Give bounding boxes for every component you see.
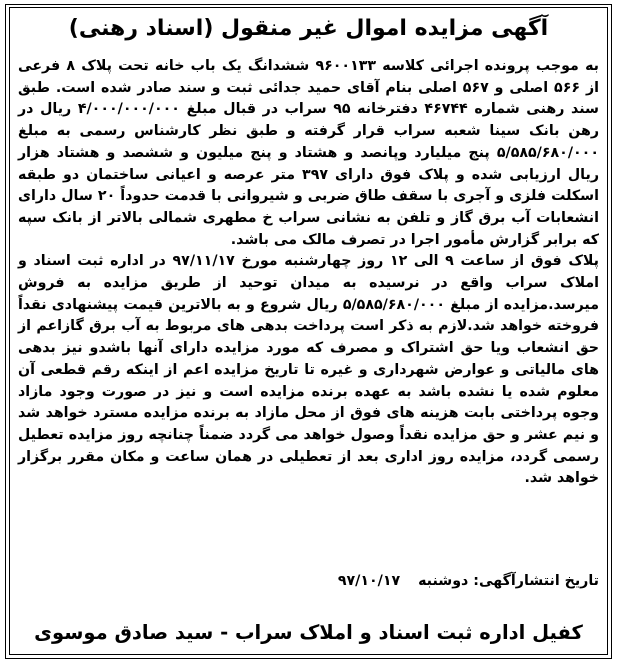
notice-paragraph-2: پلاک فوق از ساعت ۹ الی ۱۲ روز چهارشنبه مورخ ۹۷/۱۱/۱۷ در اداره ثبت اسناد و املاک سراب واقع در نرسیده به میدان توحید از طریق مزایده به فروش میرسد.مزایده از مبلغ ۵/۵۸۵/۶۸۰/۰۰۰ ریال شروع و به بالاترین قیمت پیشنهادی نقداً فروخته خواهد شد.لازم به ذکر است پرداخت بدهی های مربوط به آب برق گازاعم از حق انشعاب ویا حق اشتراک و مصرف که مورد مزایده دارای آنها باشدو نیز بدهی های مالیاتی و عوارض شهرداری و غیره تا تاریخ مزایده اعم از اینکه رقم قطعی آن معلوم شده یا نشده باشد به عهده برنده مزایده است و نیز در صورت وجود مازاد وجوه پرداختی بابت هزینه های فوق از محل مازاد به برنده مزایده مسترد خواهد شد و نیم عشر و حق مزایده نقداً وصول خواهد می گردد ضمناً چنانچه روز مزایده تعطیل رسمی گردد، مزایده روز اداری بعد از تعطیلی در همان ساعت و مکان مقرر برگزار خواهد شد. xyxy=(18,253,600,487)
publication-label: تاریخ انتشارآگهی: xyxy=(473,573,599,589)
notice-paragraph-1: به موجب پرونده اجرائی کلاسه ۹۶۰۰۱۳۳ ششدانگ یک باب خانه تحت پلاک ۸ فرعی از ۵۶۶ اصلی و ۵۶۷ اصلی بنام آقای حمید جدائی ثبت و سند صادر شده است. طبق سند رهنی شماره ۴۶۷۴۴ دفترخانه ۹۵ سراب در قبال مبلغ ۴/۰۰۰/۰۰۰/۰۰۰ ریال در رهن بانک سینا شعبه سراب قرار گرفته و طبق نظر کارشناس رسمی به مبلغ ۵/۵۸۵/۶۸۰/۰۰۰ پنج میلیارد وپانصد و هشتاد و پنج میلیون و ششصد و هشتاد هزار ریال ارزیابی شده و پلاک فوق دارای ۳۹۷ متر عرصه و اعیانی ساختمان دو طبقه اسکلت فلزی و آجری با سقف طاق ضربی و شیروانی با قدمت حدوداً ۲۰ سال دارای انشعابات آب برق گاز و تلفن به نشانی سراب خ مطهری شمالی بالاتر از بانک سپه که برابر گزارش مأمور اجرا در تصرف مالک می باشد. xyxy=(18,58,599,248)
publication-date: ۹۷/۱۰/۱۷ xyxy=(337,573,401,589)
publication-date-line xyxy=(338,571,599,592)
notice-title: آگهی مزایده اموال غیر منقول (اسناد رهنی) xyxy=(68,16,549,41)
notice-signature: کفیل اداره ثبت اسناد و املاک سراب - سید صادق موسوی xyxy=(34,621,583,644)
publication-weekday: دوشنبه xyxy=(418,573,469,589)
notice-body xyxy=(18,56,599,490)
